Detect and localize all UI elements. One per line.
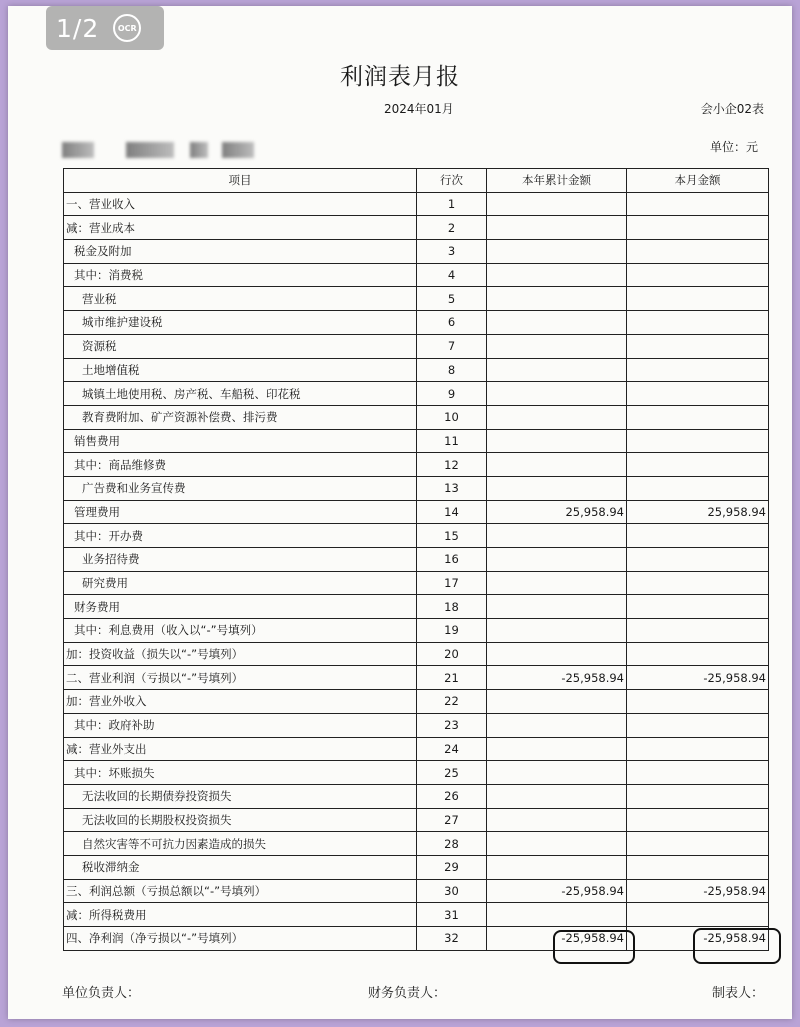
row-month-amount — [627, 405, 769, 429]
row-line-number: 3 — [417, 240, 487, 264]
row-month-amount — [627, 571, 769, 595]
redacted-company-name — [190, 142, 208, 158]
table-row — [64, 334, 769, 358]
row-ytd-amount — [487, 855, 627, 879]
row-line-number: 10 — [417, 405, 487, 429]
row-ytd-amount — [487, 192, 627, 216]
row-ytd-amount — [487, 595, 627, 619]
row-ytd-amount — [487, 713, 627, 737]
row-ytd-amount — [487, 903, 627, 927]
row-month-amount — [627, 642, 769, 666]
table-row — [64, 619, 769, 643]
row-item-label: 财务费用 — [64, 595, 417, 619]
row-ytd-amount — [487, 571, 627, 595]
column-header-item: 项目 — [64, 169, 417, 193]
row-month-amount — [627, 263, 769, 287]
table-row — [64, 240, 769, 264]
row-month-amount — [627, 334, 769, 358]
row-ytd-amount — [487, 240, 627, 264]
row-ytd-amount: 25,958.94 — [487, 500, 627, 524]
row-ytd-amount — [487, 453, 627, 477]
table-row — [64, 927, 769, 951]
row-item-label: 减：营业外支出 — [64, 737, 417, 761]
table-row — [64, 405, 769, 429]
row-ytd-amount — [487, 548, 627, 572]
unit-head-signature-label: 单位负责人： — [62, 986, 141, 1001]
page-counter: 1/2 — [56, 13, 100, 43]
row-month-amount — [627, 619, 769, 643]
table-row — [64, 500, 769, 524]
row-item-label: 城镇土地使用税、房产税、车船税、印花税 — [64, 382, 417, 406]
row-ytd-amount — [487, 287, 627, 311]
row-item-label: 税收滞纳金 — [64, 855, 417, 879]
page-indicator-badge[interactable] — [46, 6, 164, 50]
column-header-line-no: 行次 — [417, 169, 487, 193]
row-month-amount — [627, 216, 769, 240]
row-item-label: 研究费用 — [64, 571, 417, 595]
table-row — [64, 263, 769, 287]
table-row — [64, 666, 769, 690]
row-item-label: 其中：利息费用（收入以“-”号填列） — [64, 619, 417, 643]
redacted-company-name — [126, 142, 174, 158]
row-month-amount — [627, 358, 769, 382]
row-line-number: 9 — [417, 382, 487, 406]
row-line-number: 28 — [417, 832, 487, 856]
row-ytd-amount: -25,958.94 — [487, 927, 627, 951]
row-month-amount: -25,958.94 — [627, 666, 769, 690]
finance-head-signature-label: 财务负责人： — [368, 986, 447, 1001]
row-month-amount — [627, 429, 769, 453]
row-ytd-amount — [487, 737, 627, 761]
row-line-number: 18 — [417, 595, 487, 619]
row-item-label: 四、净利润（净亏损以“-”号填列） — [64, 927, 417, 951]
row-month-amount — [627, 761, 769, 785]
row-month-amount — [627, 832, 769, 856]
table-row — [64, 879, 769, 903]
row-line-number: 30 — [417, 879, 487, 903]
row-item-label: 其中：商品维修费 — [64, 453, 417, 477]
row-line-number: 16 — [417, 548, 487, 572]
row-month-amount — [627, 784, 769, 808]
row-item-label: 教育费附加、矿产资源补偿费、排污费 — [64, 405, 417, 429]
row-line-number: 21 — [417, 666, 487, 690]
row-month-amount — [627, 192, 769, 216]
row-line-number: 32 — [417, 927, 487, 951]
row-line-number: 1 — [417, 192, 487, 216]
row-month-amount — [627, 737, 769, 761]
row-item-label: 城市维护建设税 — [64, 311, 417, 335]
column-header-month-amount: 本月金额 — [627, 169, 769, 193]
row-ytd-amount — [487, 429, 627, 453]
row-item-label: 自然灾害等不可抗力因素造成的损失 — [64, 832, 417, 856]
table-row — [64, 358, 769, 382]
row-line-number: 12 — [417, 453, 487, 477]
row-line-number: 5 — [417, 287, 487, 311]
row-item-label: 一、营业收入 — [64, 192, 417, 216]
table-row — [64, 548, 769, 572]
row-ytd-amount — [487, 808, 627, 832]
table-header-row — [64, 169, 769, 193]
row-item-label: 其中：坏账损失 — [64, 761, 417, 785]
row-item-label: 营业税 — [64, 287, 417, 311]
row-item-label: 资源税 — [64, 334, 417, 358]
redacted-company-name — [62, 142, 94, 158]
row-item-label: 加：投资收益（损失以“-”号填列） — [64, 642, 417, 666]
row-ytd-amount — [487, 524, 627, 548]
row-item-label: 减：营业成本 — [64, 216, 417, 240]
row-ytd-amount — [487, 619, 627, 643]
row-month-amount — [627, 595, 769, 619]
row-line-number: 11 — [417, 429, 487, 453]
row-item-label: 其中：开办费 — [64, 524, 417, 548]
row-ytd-amount — [487, 382, 627, 406]
row-month-amount — [627, 453, 769, 477]
row-month-amount: -25,958.94 — [627, 879, 769, 903]
column-header-ytd-amount: 本年累计金额 — [487, 169, 627, 193]
table-row — [64, 713, 769, 737]
table-row — [64, 382, 769, 406]
row-item-label: 广告费和业务宣传费 — [64, 476, 417, 500]
report-title: 利润表月报 — [340, 64, 460, 90]
form-number: 会小企02表 — [700, 102, 764, 116]
row-line-number: 24 — [417, 737, 487, 761]
currency-unit: 单位：元 — [709, 140, 758, 154]
row-ytd-amount — [487, 761, 627, 785]
row-ytd-amount: -25,958.94 — [487, 879, 627, 903]
row-ytd-amount — [487, 476, 627, 500]
table-row — [64, 855, 769, 879]
row-line-number: 7 — [417, 334, 487, 358]
row-line-number: 8 — [417, 358, 487, 382]
row-item-label: 减：所得税费用 — [64, 903, 417, 927]
row-ytd-amount: -25,958.94 — [487, 666, 627, 690]
row-line-number: 23 — [417, 713, 487, 737]
row-month-amount — [627, 548, 769, 572]
table-row — [64, 216, 769, 240]
row-line-number: 27 — [417, 808, 487, 832]
table-row — [64, 737, 769, 761]
row-ytd-amount — [487, 690, 627, 714]
row-item-label: 税金及附加 — [64, 240, 417, 264]
row-ytd-amount — [487, 334, 627, 358]
income-statement-table — [63, 168, 769, 951]
row-item-label: 管理费用 — [64, 500, 417, 524]
row-ytd-amount — [487, 216, 627, 240]
row-ytd-amount — [487, 405, 627, 429]
row-month-amount — [627, 382, 769, 406]
report-period: 2024年01月 — [384, 102, 454, 116]
row-line-number: 29 — [417, 855, 487, 879]
row-item-label: 业务招待费 — [64, 548, 417, 572]
row-line-number: 22 — [417, 690, 487, 714]
row-month-amount — [627, 311, 769, 335]
row-ytd-amount — [487, 311, 627, 335]
table-row — [64, 690, 769, 714]
row-month-amount — [627, 713, 769, 737]
table-row — [64, 832, 769, 856]
table-row — [64, 903, 769, 927]
table-row — [64, 761, 769, 785]
row-line-number: 20 — [417, 642, 487, 666]
row-line-number: 14 — [417, 500, 487, 524]
table-row — [64, 429, 769, 453]
table-row — [64, 192, 769, 216]
preparer-signature-label: 制表人： — [712, 986, 765, 1001]
row-item-label: 销售费用 — [64, 429, 417, 453]
row-item-label: 无法收回的长期债券投资损失 — [64, 784, 417, 808]
row-line-number: 15 — [417, 524, 487, 548]
ocr-icon[interactable]: OCR — [113, 14, 141, 42]
table-row — [64, 784, 769, 808]
table-row — [64, 476, 769, 500]
row-line-number: 31 — [417, 903, 487, 927]
table-row — [64, 524, 769, 548]
row-line-number: 19 — [417, 619, 487, 643]
row-ytd-amount — [487, 832, 627, 856]
row-month-amount — [627, 287, 769, 311]
table-row — [64, 453, 769, 477]
table-row — [64, 571, 769, 595]
row-ytd-amount — [487, 263, 627, 287]
row-month-amount — [627, 903, 769, 927]
row-ytd-amount — [487, 642, 627, 666]
table-row — [64, 642, 769, 666]
row-month-amount — [627, 524, 769, 548]
row-item-label: 其中：消费税 — [64, 263, 417, 287]
table-row — [64, 287, 769, 311]
row-month-amount — [627, 855, 769, 879]
row-line-number: 2 — [417, 216, 487, 240]
row-item-label: 土地增值税 — [64, 358, 417, 382]
row-item-label: 三、利润总额（亏损总额以“-”号填列） — [64, 879, 417, 903]
row-ytd-amount — [487, 784, 627, 808]
row-ytd-amount — [487, 358, 627, 382]
row-month-amount — [627, 476, 769, 500]
row-item-label: 无法收回的长期股权投资损失 — [64, 808, 417, 832]
row-month-amount — [627, 808, 769, 832]
row-line-number: 4 — [417, 263, 487, 287]
redacted-company-name — [222, 142, 254, 158]
row-item-label: 二、营业利润（亏损以“-”号填列） — [64, 666, 417, 690]
table-row — [64, 808, 769, 832]
row-line-number: 6 — [417, 311, 487, 335]
table-row — [64, 311, 769, 335]
row-item-label: 加：营业外收入 — [64, 690, 417, 714]
highlight-circle-ytd-net-profit — [553, 930, 635, 964]
table-row — [64, 595, 769, 619]
row-line-number: 25 — [417, 761, 487, 785]
row-line-number: 13 — [417, 476, 487, 500]
row-month-amount — [627, 690, 769, 714]
row-line-number: 17 — [417, 571, 487, 595]
row-month-amount: -25,958.94 — [627, 927, 769, 951]
row-item-label: 其中：政府补助 — [64, 713, 417, 737]
row-line-number: 26 — [417, 784, 487, 808]
row-month-amount: 25,958.94 — [627, 500, 769, 524]
highlight-circle-month-net-profit — [693, 928, 781, 964]
row-month-amount — [627, 240, 769, 264]
